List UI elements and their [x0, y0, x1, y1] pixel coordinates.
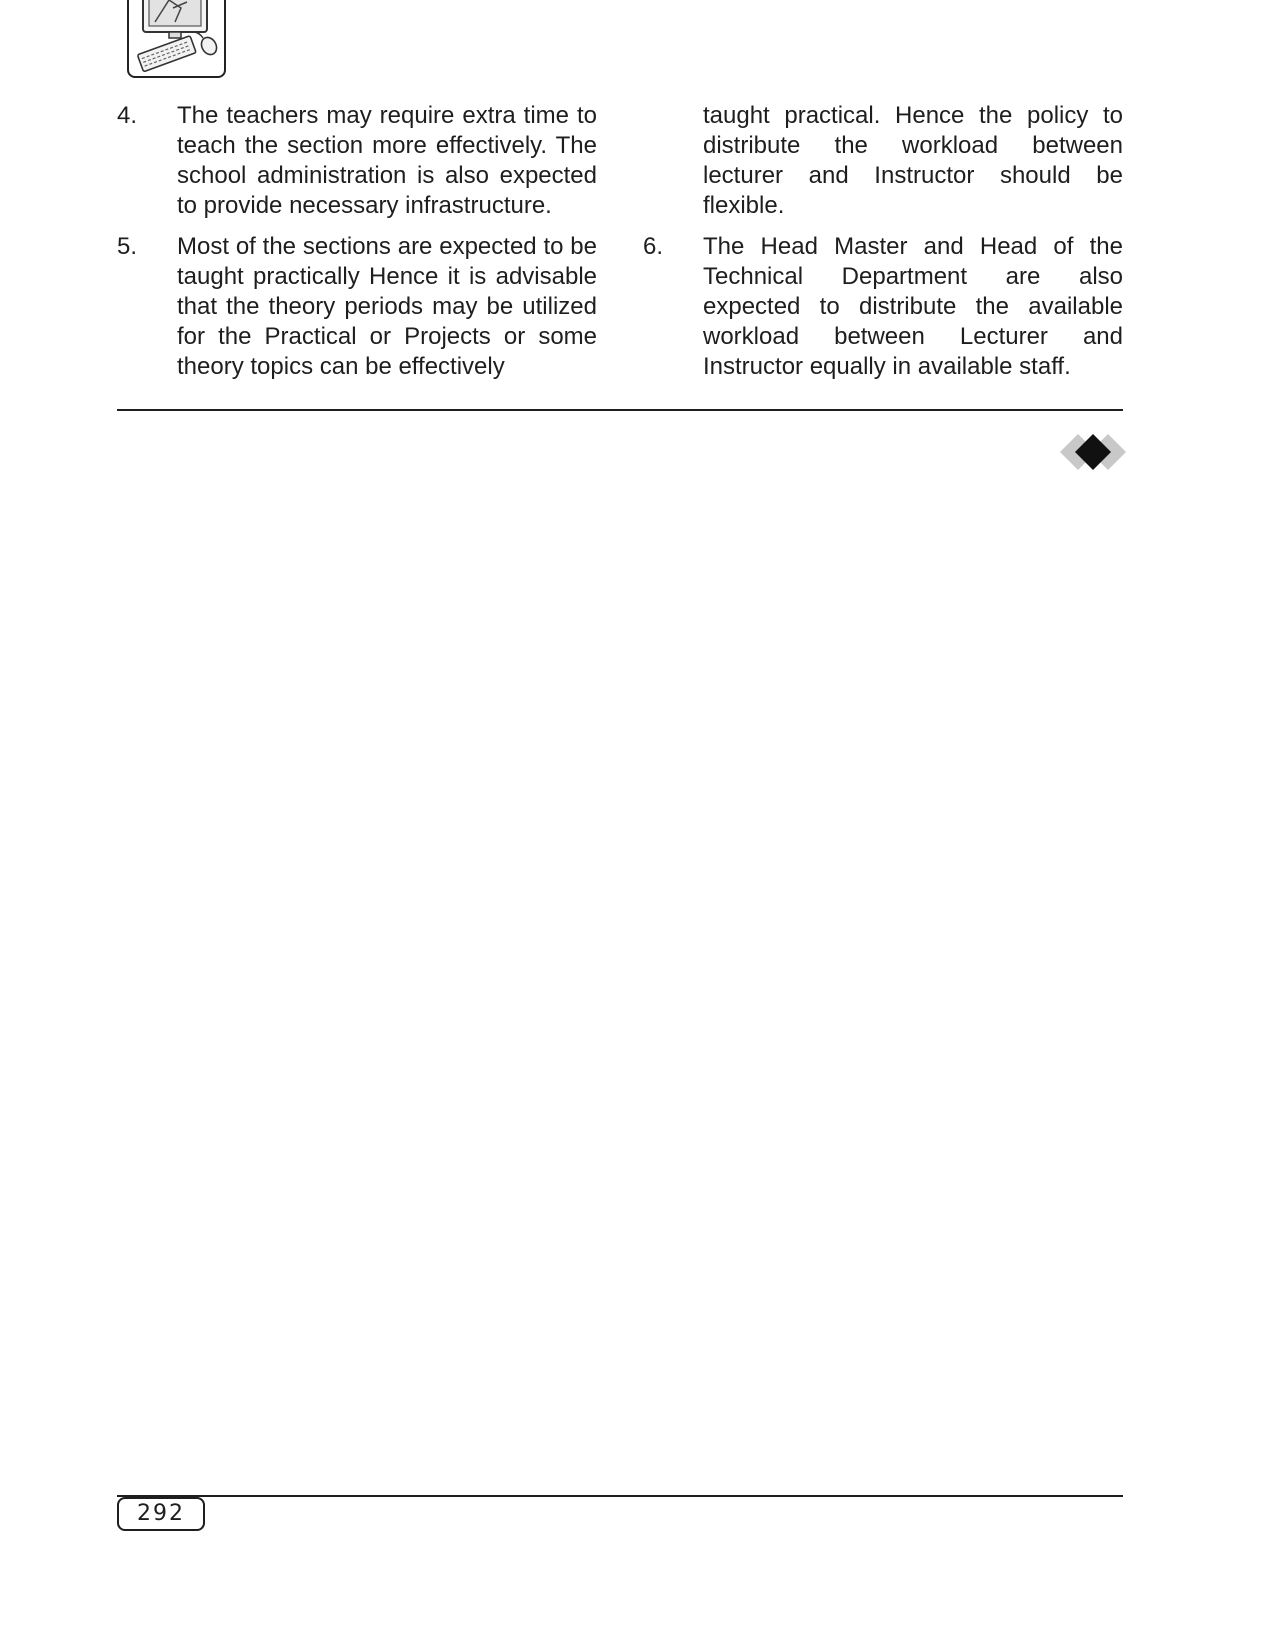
list-item: [117, 232, 597, 382]
item-text: The Head Master and Head of the Technical Department are also expected to distribute the available workload between Lecturer and Instructor equally in available staff.: [703, 233, 1123, 380]
item-text: Most of the sections are expected to be taught practically Hence it is advisable that the theory periods may be utilized for the Practical or Projects or some theory topics can be effectively: [177, 233, 597, 380]
item-number: 6.: [643, 233, 664, 260]
diamond-ornament-icon: [1060, 432, 1126, 472]
left-column: [117, 101, 597, 393]
list-item: [117, 101, 597, 221]
section-divider: [117, 409, 1123, 411]
item-text: The teachers may require extra time to teach the section more effectively. The school administration is also expected to provide necessary infrastructure.: [177, 102, 597, 219]
right-column: [643, 101, 1123, 393]
continued-paragraph: taught practical. Hence the policy to distribute the workload between lecturer and Instructor should be flexible.: [703, 102, 1123, 219]
list-item: [643, 232, 1123, 382]
computer-keyboard-mouse-icon: [127, 0, 226, 78]
footer-divider: [117, 1495, 1123, 1497]
page-number: 292: [117, 1497, 205, 1531]
item-number: 4.: [117, 102, 138, 129]
item-number: 5.: [117, 233, 138, 260]
